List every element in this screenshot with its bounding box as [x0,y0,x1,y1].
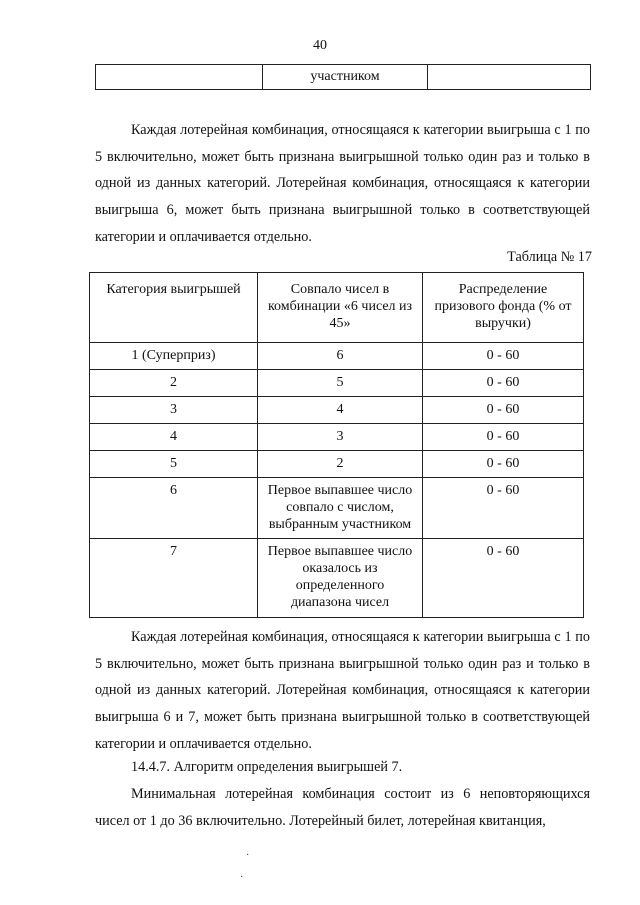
cell-matched: Первое выпавшее число оказалось из определенного диапазона чисел [258,539,423,618]
cell-category: 1 (Суперприз) [90,343,258,370]
previous-table-fragment [95,64,591,90]
header-prize-fund: Распределение призового фонда (% от выручки) [423,273,584,343]
cell-category: 3 [90,397,258,424]
cell-prize: 0 - 60 [423,539,584,618]
table-row [90,397,584,424]
section-heading-14-4-7: 14.4.7. Алгоритм определения выигрышей 7. [131,759,403,775]
paragraph-minimal-combination: Минимальная лотерейная комбинация состоит из 6 неповторяющихся чисел от 1 до 36 включительно. Лотерейный билет, лотерейная квитанция, [95,786,590,829]
table-row [96,65,591,90]
table-row [90,539,584,618]
cell-prize: 0 - 60 [423,451,584,478]
cell-category: 7 [90,539,258,618]
cell-matched: 4 [258,397,423,424]
cell-category: 4 [90,424,258,451]
table-row [90,451,584,478]
table-row [90,478,584,539]
scan-speck: · [246,850,250,861]
cell-prize: 0 - 60 [423,424,584,451]
cell-prize: 0 - 60 [423,478,584,539]
cell-prize: 0 - 60 [423,370,584,397]
table-header-row [90,273,584,343]
paragraph-categories-1-7: Каждая лотерейная комбинация, относящаяся к категории выигрыша с 1 по 5 включительно, может быть признана выигрышной только один раз и только в одной из данных категорий. Лотерейная комбинация, относящаяся к категории выигрыша 6 и 7, может быть признана выигрышной только в соответствующей категории и оплачивается отдельно. [95,629,590,752]
header-category: Категория выигрышей [90,273,258,343]
page-number: 40 [313,38,327,53]
cell-matched: 5 [258,370,423,397]
cell-category: 5 [90,451,258,478]
table-row [90,370,584,397]
cell-matched: 2 [258,451,423,478]
cell-matched: 3 [258,424,423,451]
cell-category: 6 [90,478,258,539]
cell-prize: 0 - 60 [423,343,584,370]
prize-distribution-table [89,272,584,618]
table-caption: Таблица № 17 [507,249,592,265]
table-cell: участником [263,65,428,90]
table-cell [428,65,591,90]
scan-speck: · [240,872,244,883]
cell-prize: 0 - 60 [423,397,584,424]
paragraph-categories-1-6: Каждая лотерейная комбинация, относящаяся к категории выигрыша с 1 по 5 включительно, может быть признана выигрышной только один раз и только в одной из данных категорий. Лотерейная комбинация, относящаяся к категории выигрыша 6, может быть признана выигрышной только в соответствующей категории и оплачивается отдельно. [95,122,590,245]
table-row [90,343,584,370]
cell-matched: 6 [258,343,423,370]
header-matched-numbers: Совпало чисел в комбинации «6 чисел из 45» [258,273,423,343]
cell-matched: Первое выпавшее число совпало с числом, выбранным участником [258,478,423,539]
table-cell [96,65,263,90]
cell-category: 2 [90,370,258,397]
table-row [90,424,584,451]
